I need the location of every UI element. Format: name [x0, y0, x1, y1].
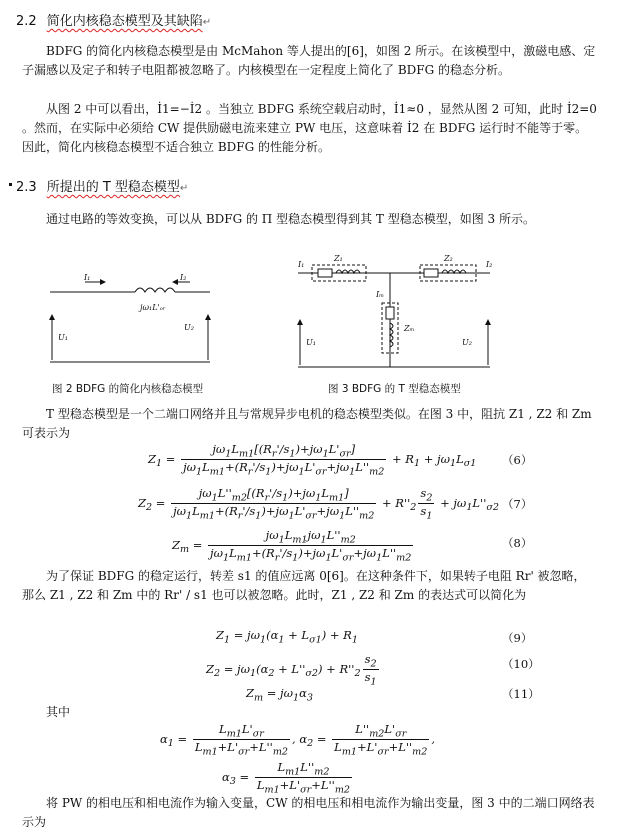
figure-3-caption: 图 3 BDFG 的 T 型稳态模型 [328, 383, 461, 395]
equation-alpha-3: $\alpha_3$ = $\frac{L_{m1}L''_{m2}}{L_{m1}+L'_{\sigma r}+L''_{m2}}$ [222, 760, 351, 796]
equation-9: $Z_1 = j\omega_1(\alpha_1 + L_{\sigma 1}) + R_1$ [216, 628, 358, 646]
figure-2-circuit [40, 270, 220, 370]
equation-11-number: （11） [502, 687, 540, 701]
fig2-label-u2: U₂ [184, 323, 194, 332]
equation-alpha-1-2: $\alpha_1$ = $\frac{L_{m1}L'_{\sigma r}}{L_{m1}+L'_{\sigma r}+L''_{m2}}$ , $\alpha_2$ = $\frac{L''_{m2}L'_{\sigma r}}{L_{m1}+L'_{\sigma r}+L''_{m2}}$ , [160, 722, 436, 758]
figure-3-circuit [290, 245, 500, 380]
fig3-label-z2: Z₂ [444, 254, 453, 263]
fig3-label-zm: Zₘ [404, 324, 415, 333]
equation-6-number: （6） [502, 453, 533, 467]
section-heading-2-2: 2.2 简化内核稳态模型及其缺陷↵ [16, 14, 212, 29]
equation-7-number: （7） [502, 497, 533, 511]
paragraph-1: BDFG 的简化内核稳态模型是由 McMahon 等人提出的[6]，如图 2 所示。在该模型中，激磁电感、定子漏感以及定子和转子电阻都被忽略了。内核模型在一定程度上简化了 BDFG 的稳态分析。 [22, 44, 596, 77]
paragraph-5: 为了保证 BDFG 的稳定运行，转差 s1 的值应远离 0[6]。在这种条件下，如果转子电阻 Rr' 被忽略，那么 Z1 , Z2 和 Zm 中的 Rr' / s1 也可以被忽略。此时，Z1 , Z2 和 Zm 的表达式可以简化为 [22, 569, 586, 602]
figure-2-caption: 图 2 BDFG 的简化内核稳态模型 [52, 383, 204, 395]
fig2-label-u1: U₁ [58, 333, 68, 342]
paragraph-4: T 型稳态模型是一个二端口网络并且与常规异步电机的稳态模型类似。在图 3 中，阻抗 Z1 , Z2 和 Zm 可表示为 [22, 407, 592, 440]
equation-11: $Z_m = j\omega_1\alpha_3$ [246, 686, 313, 704]
section-heading-2-3: 2.3 所提出的 T 型稳态模型↵ [16, 180, 189, 195]
equation-10-number: （10） [502, 657, 540, 671]
paragraph-2: 从图 2 中可以看出，İ1=−İ2 。当独立 BDFG 系统空载启动时，İ1≈0 ，显然从图 2 可知，此时 İ2=0 。然而，在实际中必须给 CW 提供励磁电流来建立 PW 电压，这意味着 İ2 在 BDFG 运行时不能等于零。因此，简化内核稳态模型不适合独立 BDFG 的性能分析。 [22, 102, 597, 154]
equation-6: $Z_1$ = $\frac{j\omega_1L_{m1}[(R_r'/s_1)+j\omega_1L'_{\sigma r}]}{j\omega_1L_{m1}+(R_r'/s_1)+j\omega_1L'_{\sigma r}+j\omega_1L''_{m2}}$ + $R_1 + j\omega_1L_{\sigma 1}$ [148, 442, 477, 478]
fig3-label-z1: Z₁ [334, 254, 343, 263]
equation-10: $Z_2 = j\omega_1(\alpha_2 + L''_{\sigma 2}) + R''_2$ $\frac{s_2}{s_1}$ [206, 652, 377, 688]
bullet-mark [9, 183, 12, 186]
fig2-label-inductor: jω₁L'ₒᵣ [140, 303, 166, 312]
equation-7: $Z_2$ = $\frac{j\omega_1L''_{m2}[(R_r'/s_1)+j\omega_1L_{m1}]}{j\omega_1L_{m1}+(R_r'/s_1)+j\omega_1L'_{\sigma r}+j\omega_1L''_{m2}}$ + $R''_2$ $\frac{s_2}{s_1}$ + $j\omega_1L''_{\sigma 2}$ [138, 486, 500, 522]
paragraph-3: 通过电路的等效变换，可以从 BDFG 的 Π 型稳态模型得到其 T 型稳态模型，如图 3 所示。 [46, 212, 535, 226]
fig3-label-im: Iₘ [376, 290, 385, 299]
paragraph-6: 将 PW 的相电压和相电流作为输入变量，CW 的相电压和相电流作为输出变量，图 3 中的二端口网络表示为 [22, 796, 595, 829]
fig2-label-i1: I₁ [84, 273, 91, 282]
equation-8-number: （8） [502, 536, 533, 550]
fig3-label-i2: I₂ [486, 260, 493, 269]
equation-8: $Z_m$ = $\frac{j\omega_1L_{m1}j\omega_1L''_{m2}}{j\omega_1L_{m1}+(R_r'/s_1)+j\omega_1L'_{\sigma r}+j\omega_1L''_{m2}}$ [172, 528, 412, 564]
fig3-label-u2: U₂ [462, 338, 472, 347]
equation-9-number: （9） [502, 631, 533, 645]
fig3-label-u1: U₁ [306, 338, 316, 347]
fig2-label-i2: I₂ [180, 273, 187, 282]
fig3-label-i1: I₁ [298, 260, 305, 269]
paragraph-qizhong: 其中 [46, 705, 71, 719]
